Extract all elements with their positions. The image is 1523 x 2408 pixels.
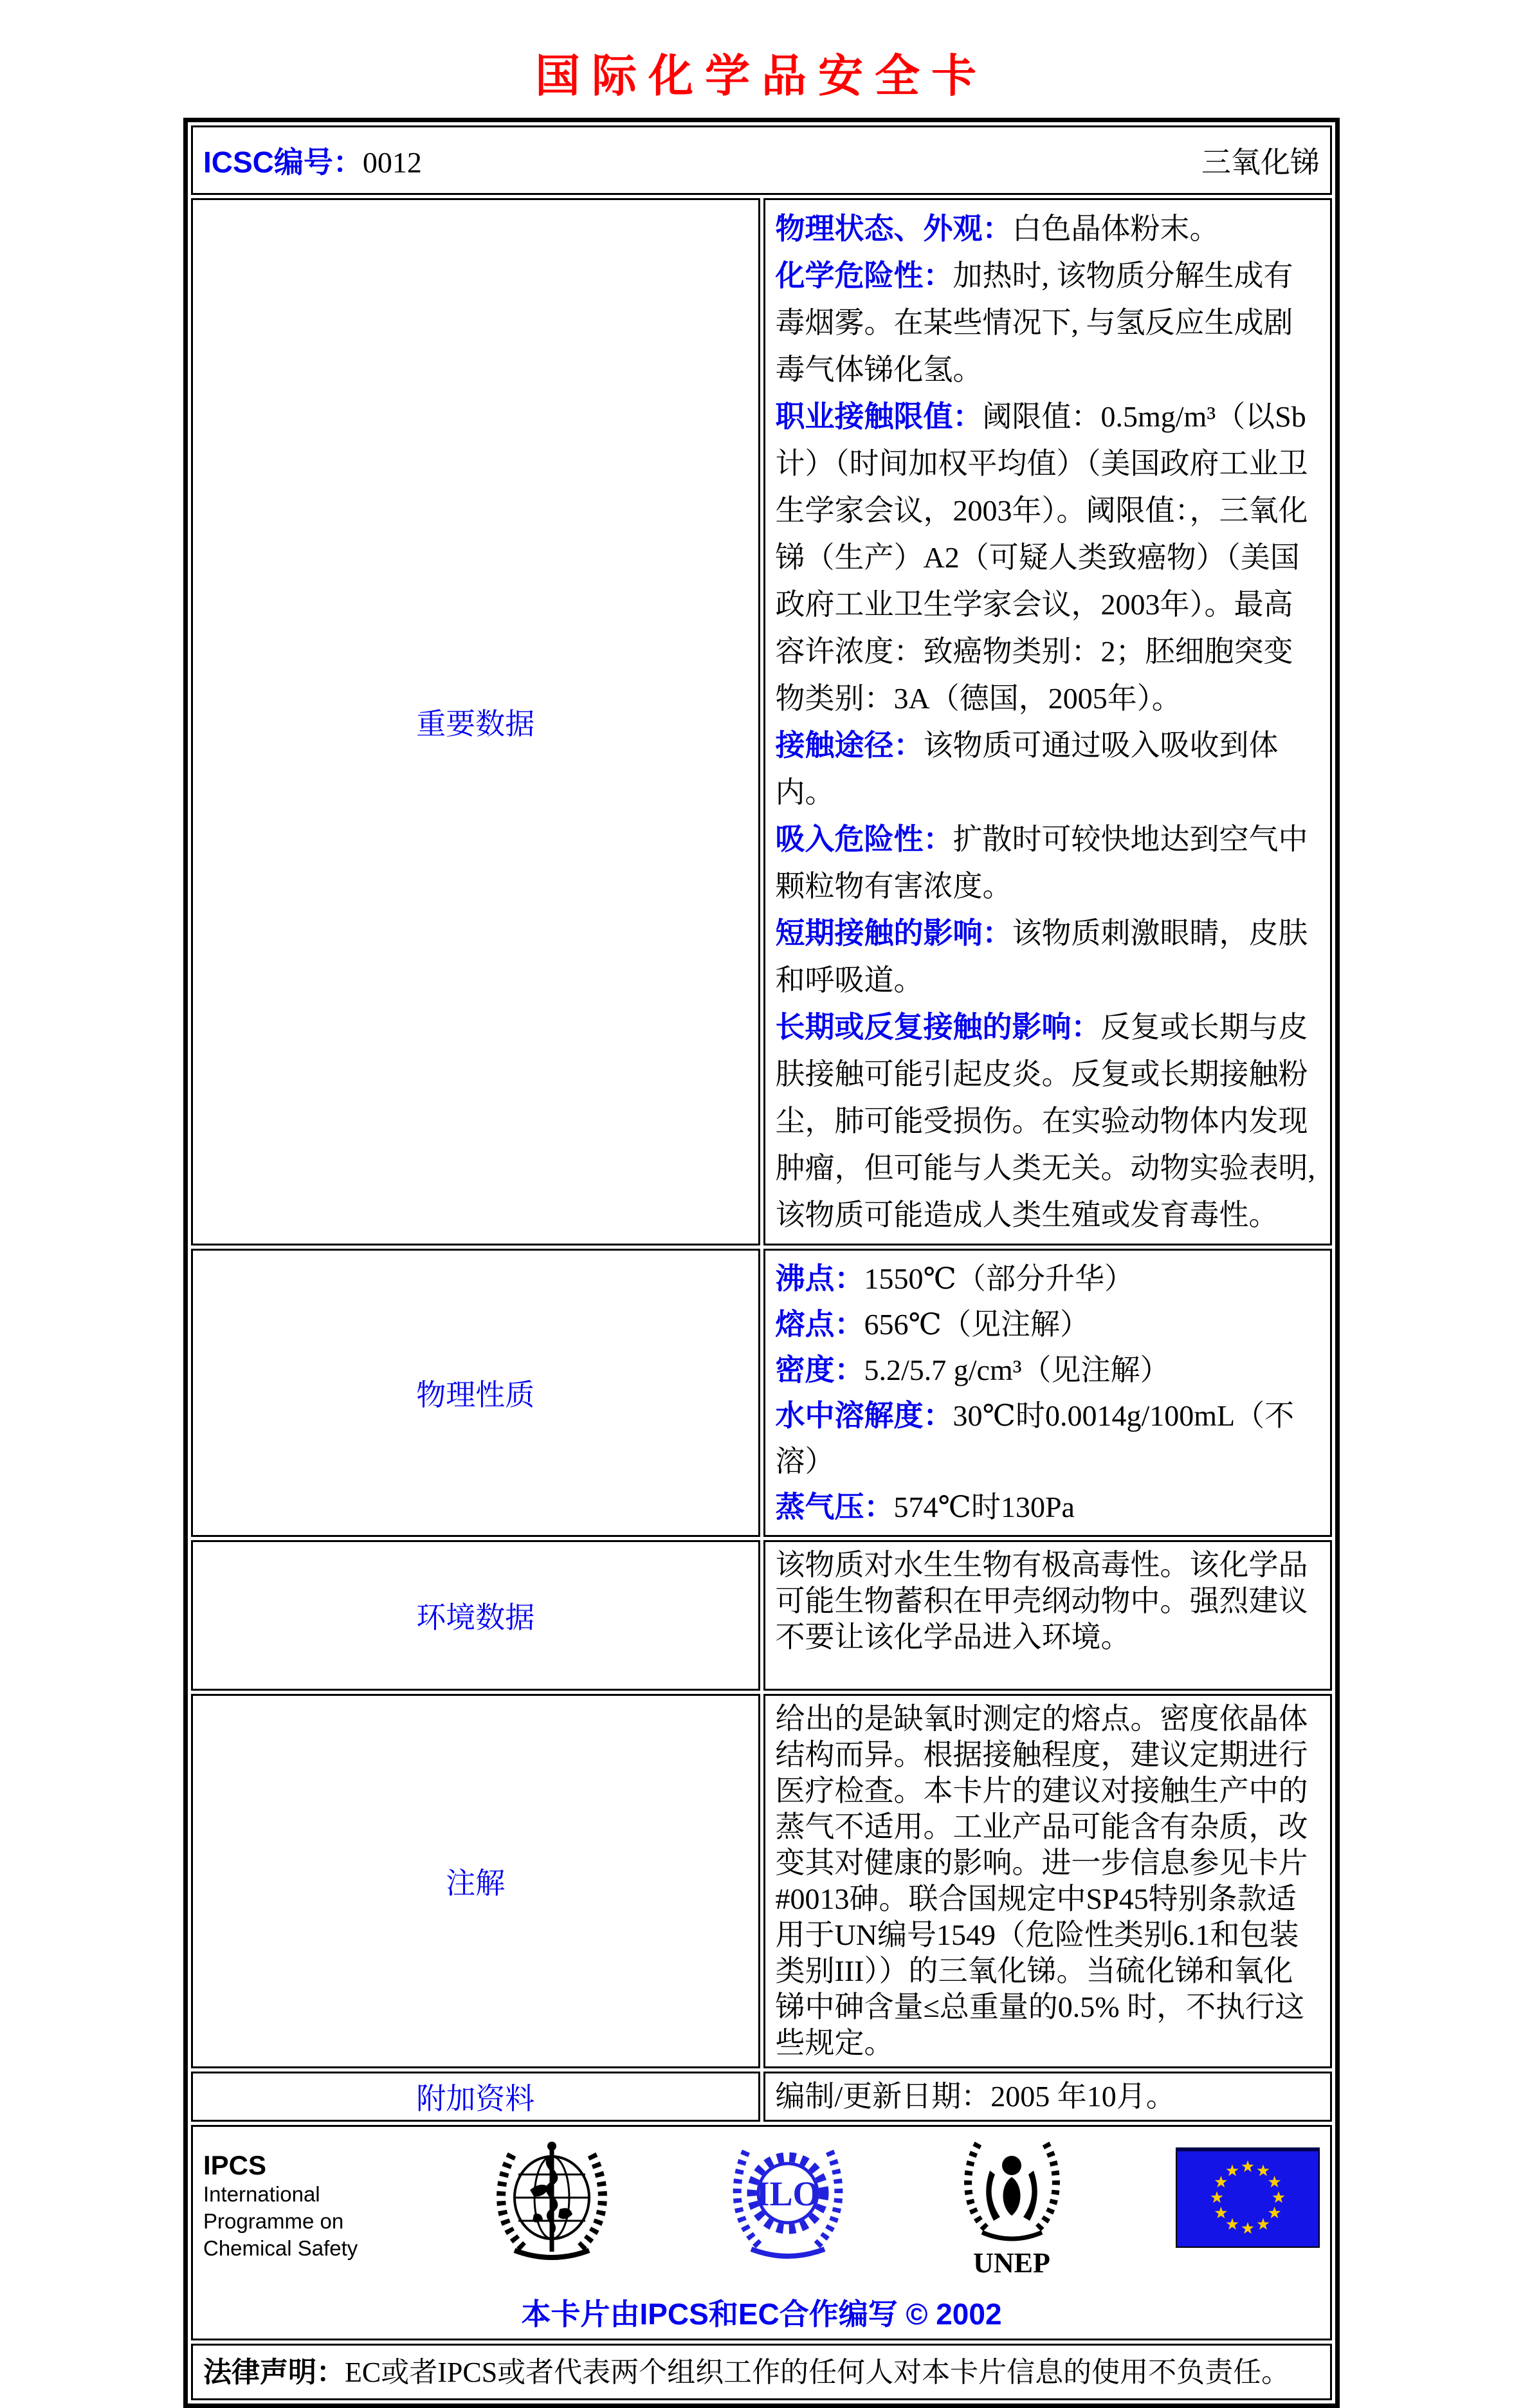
field-text: 该物质可通过吸入吸收到体内。 [775,729,1279,809]
field-text: 阈限值：0.5mg/m³（以Sb计）（时间加权平均值）（美国政府工业卫生学家会议，2003年）。阈限值：，三氧化锑（生产）A2（可疑人类致癌物）（美国政府工业卫生学家会议，2003年）。最高容许浓度：致癌物类别：2；胚细胞突变物类别：3A（德国，2005年）。 [775,400,1308,715]
icsc-table [183,118,1340,2408]
legal-label: 法律声明： [203,2356,345,2388]
header-row [191,125,1332,195]
field-text: 1550℃（部分升华） [864,1262,1134,1295]
icsc-number-label: ICSC编号： [203,145,363,179]
row-label-notes: 注解 [191,1694,760,2068]
legal-cell [191,2344,1332,2400]
field-label: 吸入危险性： [775,822,953,856]
field-label: 熔点： [775,1307,864,1341]
notes-content [763,1694,1333,2068]
additional-info-content [763,2072,1333,2122]
field-text: 574℃时130Pa [893,1491,1075,1523]
field-text: 该物质刺激眼睛，皮肤和呼吸道。 [775,917,1308,997]
ipcs-line-3: Chemical Safety [203,2236,358,2260]
attribution-caption [203,2291,1320,2333]
notes-row [191,1694,1332,2068]
icsc-card-page [0,40,1523,2388]
physical-properties-content [763,1249,1333,1537]
field-label: 接触途径： [775,728,924,762]
field-routes-of-exposure [776,722,1320,816]
ipcs-text-block [203,2150,377,2262]
ipcs-line-1: International [203,2182,320,2206]
field-long-term-effects [776,1004,1320,1238]
field-label: 职业接触限值： [775,400,983,433]
copyright-text: © 2002 [906,2297,1002,2331]
field-label: 蒸气压： [775,1490,894,1523]
who-logo-icon [488,2132,616,2268]
logos-row [191,2125,1332,2340]
ipcs-line-2: Programme on [203,2209,344,2233]
field-text: 30℃时0.0014g/100mL（不溶） [775,1399,1295,1478]
field-label: 化学危险性： [775,259,953,292]
field-water-solubility [776,1393,1320,1484]
icsc-number-group [203,139,422,181]
row-label-additional-info: 附加资料 [191,2072,760,2122]
field-label: 短期接触的影响： [775,916,1012,950]
icsc-number-value: 0012 [362,146,422,179]
chemical-name: 三氧化锑 [1201,146,1320,179]
header-cell [191,125,1332,195]
field-short-term-effects [776,910,1320,1004]
environmental-data-content [763,1540,1333,1691]
eu-flag-icon [1176,2147,1320,2255]
field-label: 沸点： [775,1262,864,1295]
field-vapor-pressure [776,1484,1320,1530]
field-physical-state [776,205,1320,252]
unep-logo-icon [959,2132,1065,2287]
field-label: 长期或反复接触的影响： [775,1010,1101,1043]
ilo-letters: ILO [755,2174,820,2213]
field-text: 加热时, 该物质分解生成有毒烟雾。在某些情况下, 与氢反应生成剧毒气体锑化氢。 [775,259,1293,386]
notes-text: 给出的是缺氧时测定的熔点。密度依晶体结构而异。根据接触程度，建议定期进行医疗检查。本卡片的建议对接触生产中的蒸气不适用。工业产品可能含有杂质，改变其对健康的影响。进一步信息参见卡片#0013砷。联合国规定中SP45特别条款适用于UN编号1549（危险性类别6.1和包装类别III））的三氧化锑。当硫化锑和氧化锑中砷含量≤总重量的0.5% 时，不执行这些规定。 [775,1702,1308,2059]
row-label-environmental-data: 环境数据 [191,1540,760,1691]
environmental-data-text: 该物质对水生生物有极高毒性。该化学品可能生物蓄积在甲壳纲动物中。强烈建议不要让该化学品进入环境。 [775,1549,1308,1653]
field-label: 水中溶解度： [775,1399,953,1432]
attribution-text: 本卡片由IPCS和EC合作编写 [521,2297,898,2331]
unep-letters: UNEP [973,2247,1051,2279]
field-text: 白色晶体粉末。 [1012,212,1219,245]
legal-statement [203,2354,1320,2391]
field-label: 密度： [775,1353,864,1386]
field-text: 5.2/5.7 g/cm³（见注解） [864,1354,1170,1386]
field-occupational-exposure-limits [776,393,1320,722]
field-label: 物理状态、外观： [775,212,1012,245]
field-boiling-point [776,1256,1320,1301]
row-label-physical-properties: 物理性质 [191,1249,760,1537]
field-text: 扩散时可较快地达到空气中颗粒物有害浓度。 [775,823,1308,903]
legal-row [191,2344,1332,2400]
additional-info-text: 编制/更新日期：2005 年10月。 [775,2080,1176,2113]
environmental-data-row [191,1540,1332,1691]
ilo-logo-icon [727,2132,849,2277]
additional-info-row [191,2072,1332,2122]
ipcs-acronym: IPCS [203,2150,267,2180]
important-data-content [763,198,1333,1245]
field-inhalation-risk [776,816,1320,910]
page-title: 国际化学品安全卡 [535,50,988,102]
important-data-row [191,198,1332,1245]
field-text: 反复或长期与皮肤接触可能引起皮炎。反复或长期接触粉尘，肺可能受损伤。在实验动物体内发现肿瘤，但可能与人类无关。动物实验表明, 该物质可能造成人类生殖或发育毒性。 [775,1011,1315,1231]
field-melting-point [776,1301,1320,1347]
field-text: 656℃（见注解） [864,1308,1090,1341]
physical-properties-row [191,1249,1332,1537]
logos-cell [191,2125,1332,2340]
row-label-important-data: 重要数据 [191,198,760,1245]
legal-text: EC或者IPCS或者代表两个组织工作的任何人对本卡片信息的使用不负责任。 [345,2356,1290,2388]
field-chemical-danger [776,252,1320,393]
field-density [776,1347,1320,1393]
